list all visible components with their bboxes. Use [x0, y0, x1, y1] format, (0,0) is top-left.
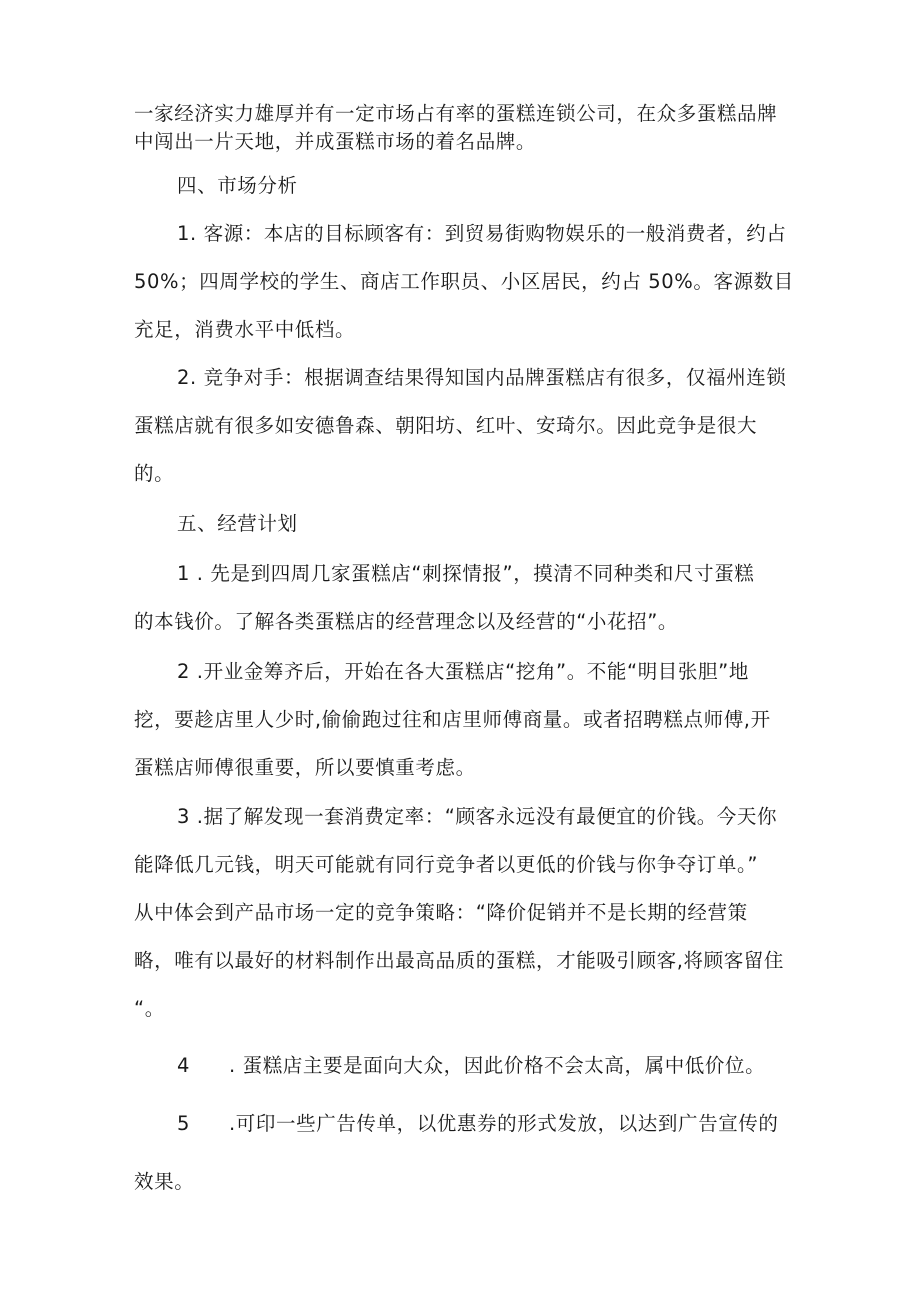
section-4-heading: 四、市场分析: [177, 174, 298, 197]
section-5-item-5-number: 5: [177, 1112, 191, 1135]
section-5-heading: 五、经营计划: [177, 512, 298, 535]
section-5-item-2-line-1: 2 .开业金筹齐后，开始在各大蛋糕店“挖角”。不能“明目张胆”地: [177, 660, 749, 683]
section-4-item-2-line-3: 的。: [134, 462, 175, 485]
section-5-item-3-line-4: 略，唯有以最好的材料制作出最高品质的蛋糕，才能吸引顾客,将顾客留住: [134, 949, 784, 972]
section-4-item-2-line-1: 2. 竞争对手：根据调查结果得知国内品牌蛋糕店有很多，仅福州连锁: [177, 366, 787, 389]
section-5-item-1-line-2: 的本钱价。了解各类蛋糕店的经营理念以及经营的“小花招”。: [134, 610, 679, 633]
section-5-item-3-line-2: 能降低几元钱，明天可能就有同行竞争者以更低的价钱与你争夺订单。”: [134, 853, 759, 876]
section-5-item-5-text: .可印一些广告传单，以优惠券的形式发放，以达到广告宣传的: [229, 1112, 779, 1135]
section-5-item-3-line-1: 3 .据了解发现一套消费定率：“顾客永远没有最便宜的价钱。今天你: [177, 805, 778, 828]
section-4-item-2-line-2: 蛋糕店就有很多如安德鲁森、朝阳坊、红叶、安琦尔。因此竞争是很大: [134, 414, 758, 437]
intro-line-2: 中闯出一片天地，并成蛋糕市场的着名品牌。: [134, 130, 537, 153]
section-5-item-4-number: 4: [177, 1054, 191, 1077]
section-4-item-1-line-2: 50%；四周学校的学生、商店工作职员、小区居民，约占 50%。客源数目: [134, 270, 794, 293]
section-4-item-1-line-3: 充足，消费水平中低档。: [134, 318, 356, 341]
intro-line-1: 一家经济实力雄厚并有一定市场占有率的蛋糕连锁公司，在众多蛋糕品牌: [134, 102, 778, 125]
section-5-item-3-line-5: “。: [134, 997, 165, 1020]
section-5-item-2-line-3: 蛋糕店师傅很重要，所以要慎重考虑。: [134, 756, 476, 779]
section-5-item-3-line-3: 从中体会到产品市场一定的竞争策略：“降价促销并不是长期的经营策: [134, 901, 748, 924]
section-4-item-1-line-1: 1. 客源：本店的目标顾客有：到贸易街购物娱乐的一般消费者，约占: [177, 222, 787, 245]
section-5-item-2-line-2: 挖，要趁店里人少时,偷偷跑过往和店里师傅商量。或者招聘糕点师傅,开: [134, 708, 771, 731]
section-5-item-4-text: . 蛋糕店主要是面向大众，因此价格不会太高，属中低价位。: [229, 1054, 766, 1077]
section-5-item-5-continuation: 效果。: [134, 1170, 195, 1193]
section-5-item-1-line-1: 1 . 先是到四周几家蛋糕店“刺探情报”，摸清不同种类和尺寸蛋糕: [177, 562, 755, 585]
